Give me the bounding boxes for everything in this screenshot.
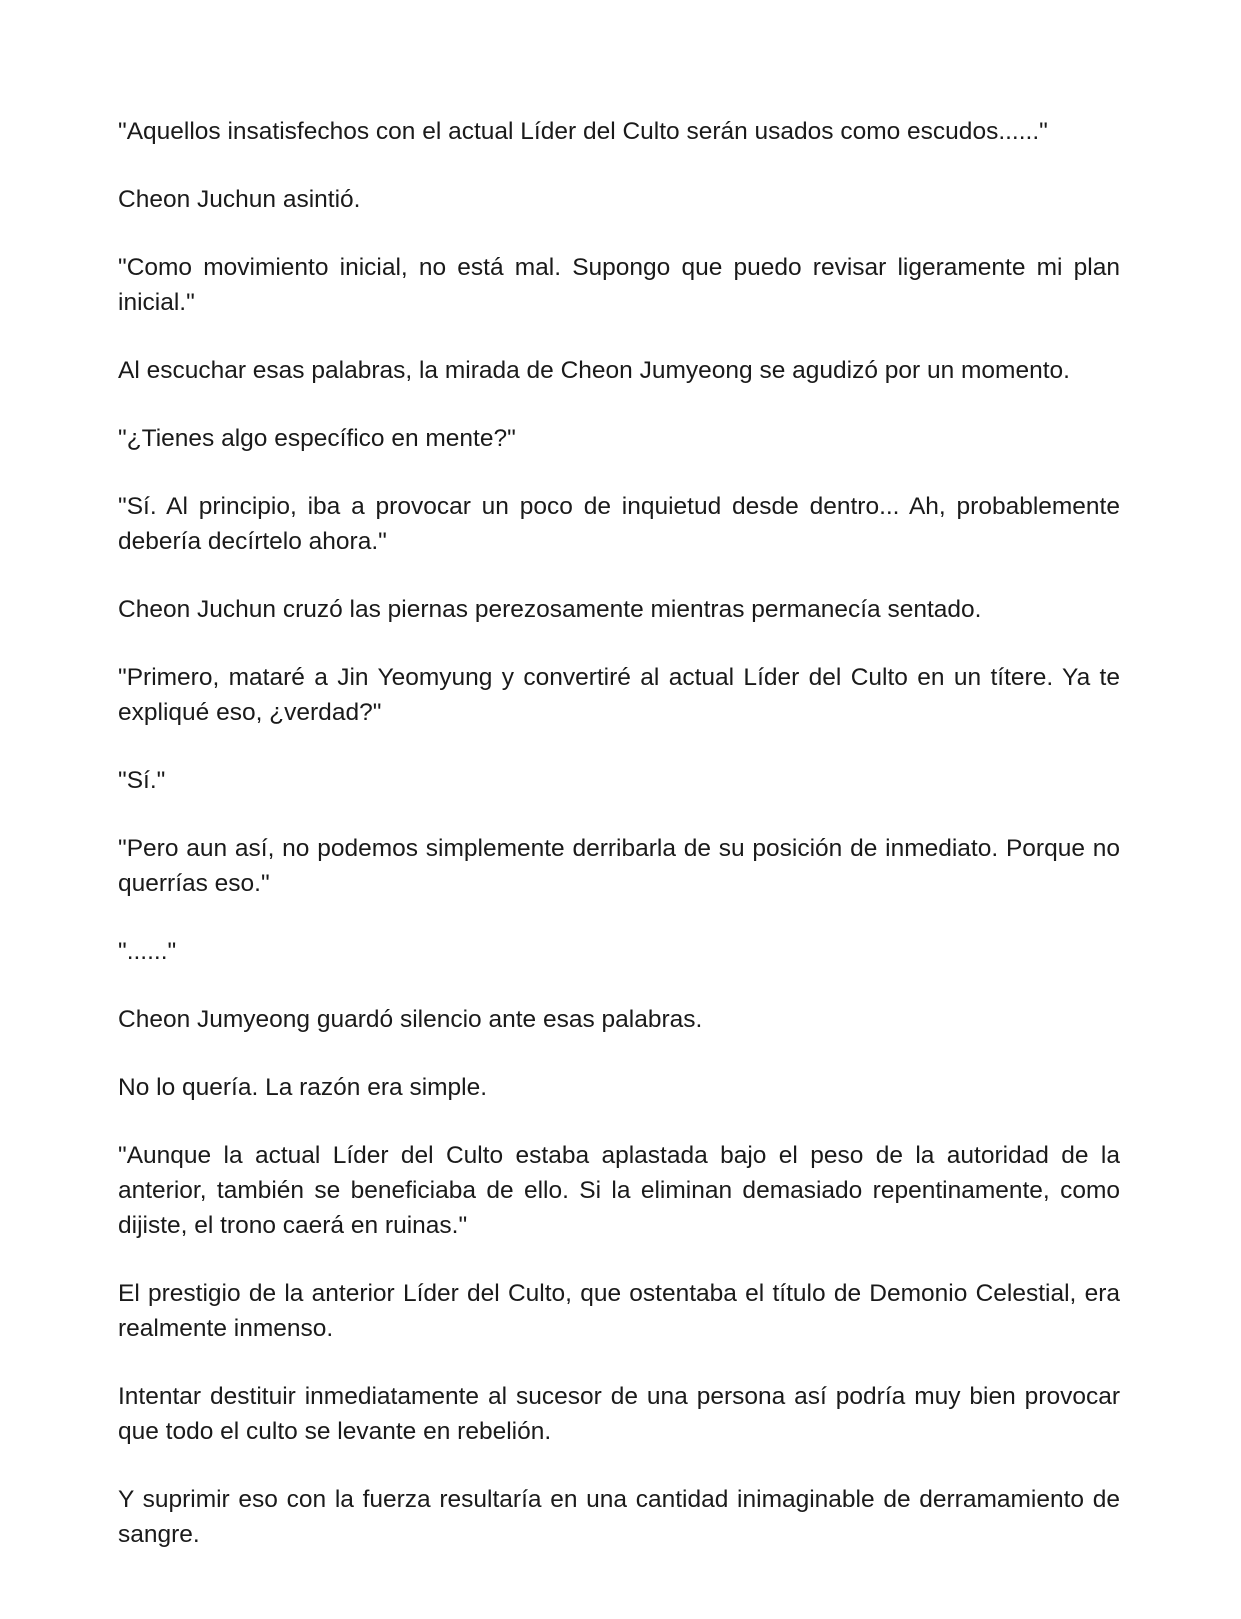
paragraph: El prestigio de la anterior Líder del Culto, que ostentaba el título de Demonio Celestial, era realmente inmenso.: [118, 1280, 1120, 1342]
paragraph: "Como movimiento inicial, no está mal. Supongo que puedo revisar ligeramente mi plan inicial.": [118, 254, 1120, 316]
paragraph: Y suprimir eso con la fuerza resultaría en una cantidad inimaginable de derramamiento de sangre.: [118, 1486, 1120, 1548]
paragraph: Cheon Juchun asintió.: [118, 186, 361, 213]
paragraph: "......": [118, 938, 177, 965]
paragraph: "Aquellos insatisfechos con el actual Líder del Culto serán usados como escudos......": [118, 118, 1048, 145]
paragraph: "Primero, mataré a Jin Yeomyung y convertiré al actual Líder del Culto en un títere. Ya te expliqué eso, ¿verdad?": [118, 664, 1120, 726]
paragraph: Cheon Juchun cruzó las piernas perezosamente mientras permanecía sentado.: [118, 596, 982, 623]
paragraph: "Aunque la actual Líder del Culto estaba aplastada bajo el peso de la autoridad de la anterior, también se beneficiaba de ello. Si la eliminan demasiado repentinamente, como dijiste, el trono caerá en ruinas.": [118, 1142, 1120, 1239]
paragraph: Intentar destituir inmediatamente al sucesor de una persona así podría muy bien provocar que todo el culto se levante en rebelión.: [118, 1383, 1120, 1445]
paragraph: No lo quería. La razón era simple.: [118, 1074, 488, 1101]
paragraph: "¿Tienes algo específico en mente?": [118, 425, 516, 452]
paragraph: "Sí.": [118, 767, 166, 794]
paragraph: Al escuchar esas palabras, la mirada de Cheon Jumyeong se agudizó por un momento.: [118, 357, 1070, 384]
paragraph: "Pero aun así, no podemos simplemente derribarla de su posición de inmediato. Porque no querrías eso.": [118, 835, 1120, 897]
paragraph: "Sí. Al principio, iba a provocar un poco de inquietud desde dentro... Ah, probablemente debería decírtelo ahora.": [118, 493, 1120, 555]
paragraph: Cheon Jumyeong guardó silencio ante esas palabras.: [118, 1006, 703, 1033]
document-body: [118, 114, 1120, 1552]
